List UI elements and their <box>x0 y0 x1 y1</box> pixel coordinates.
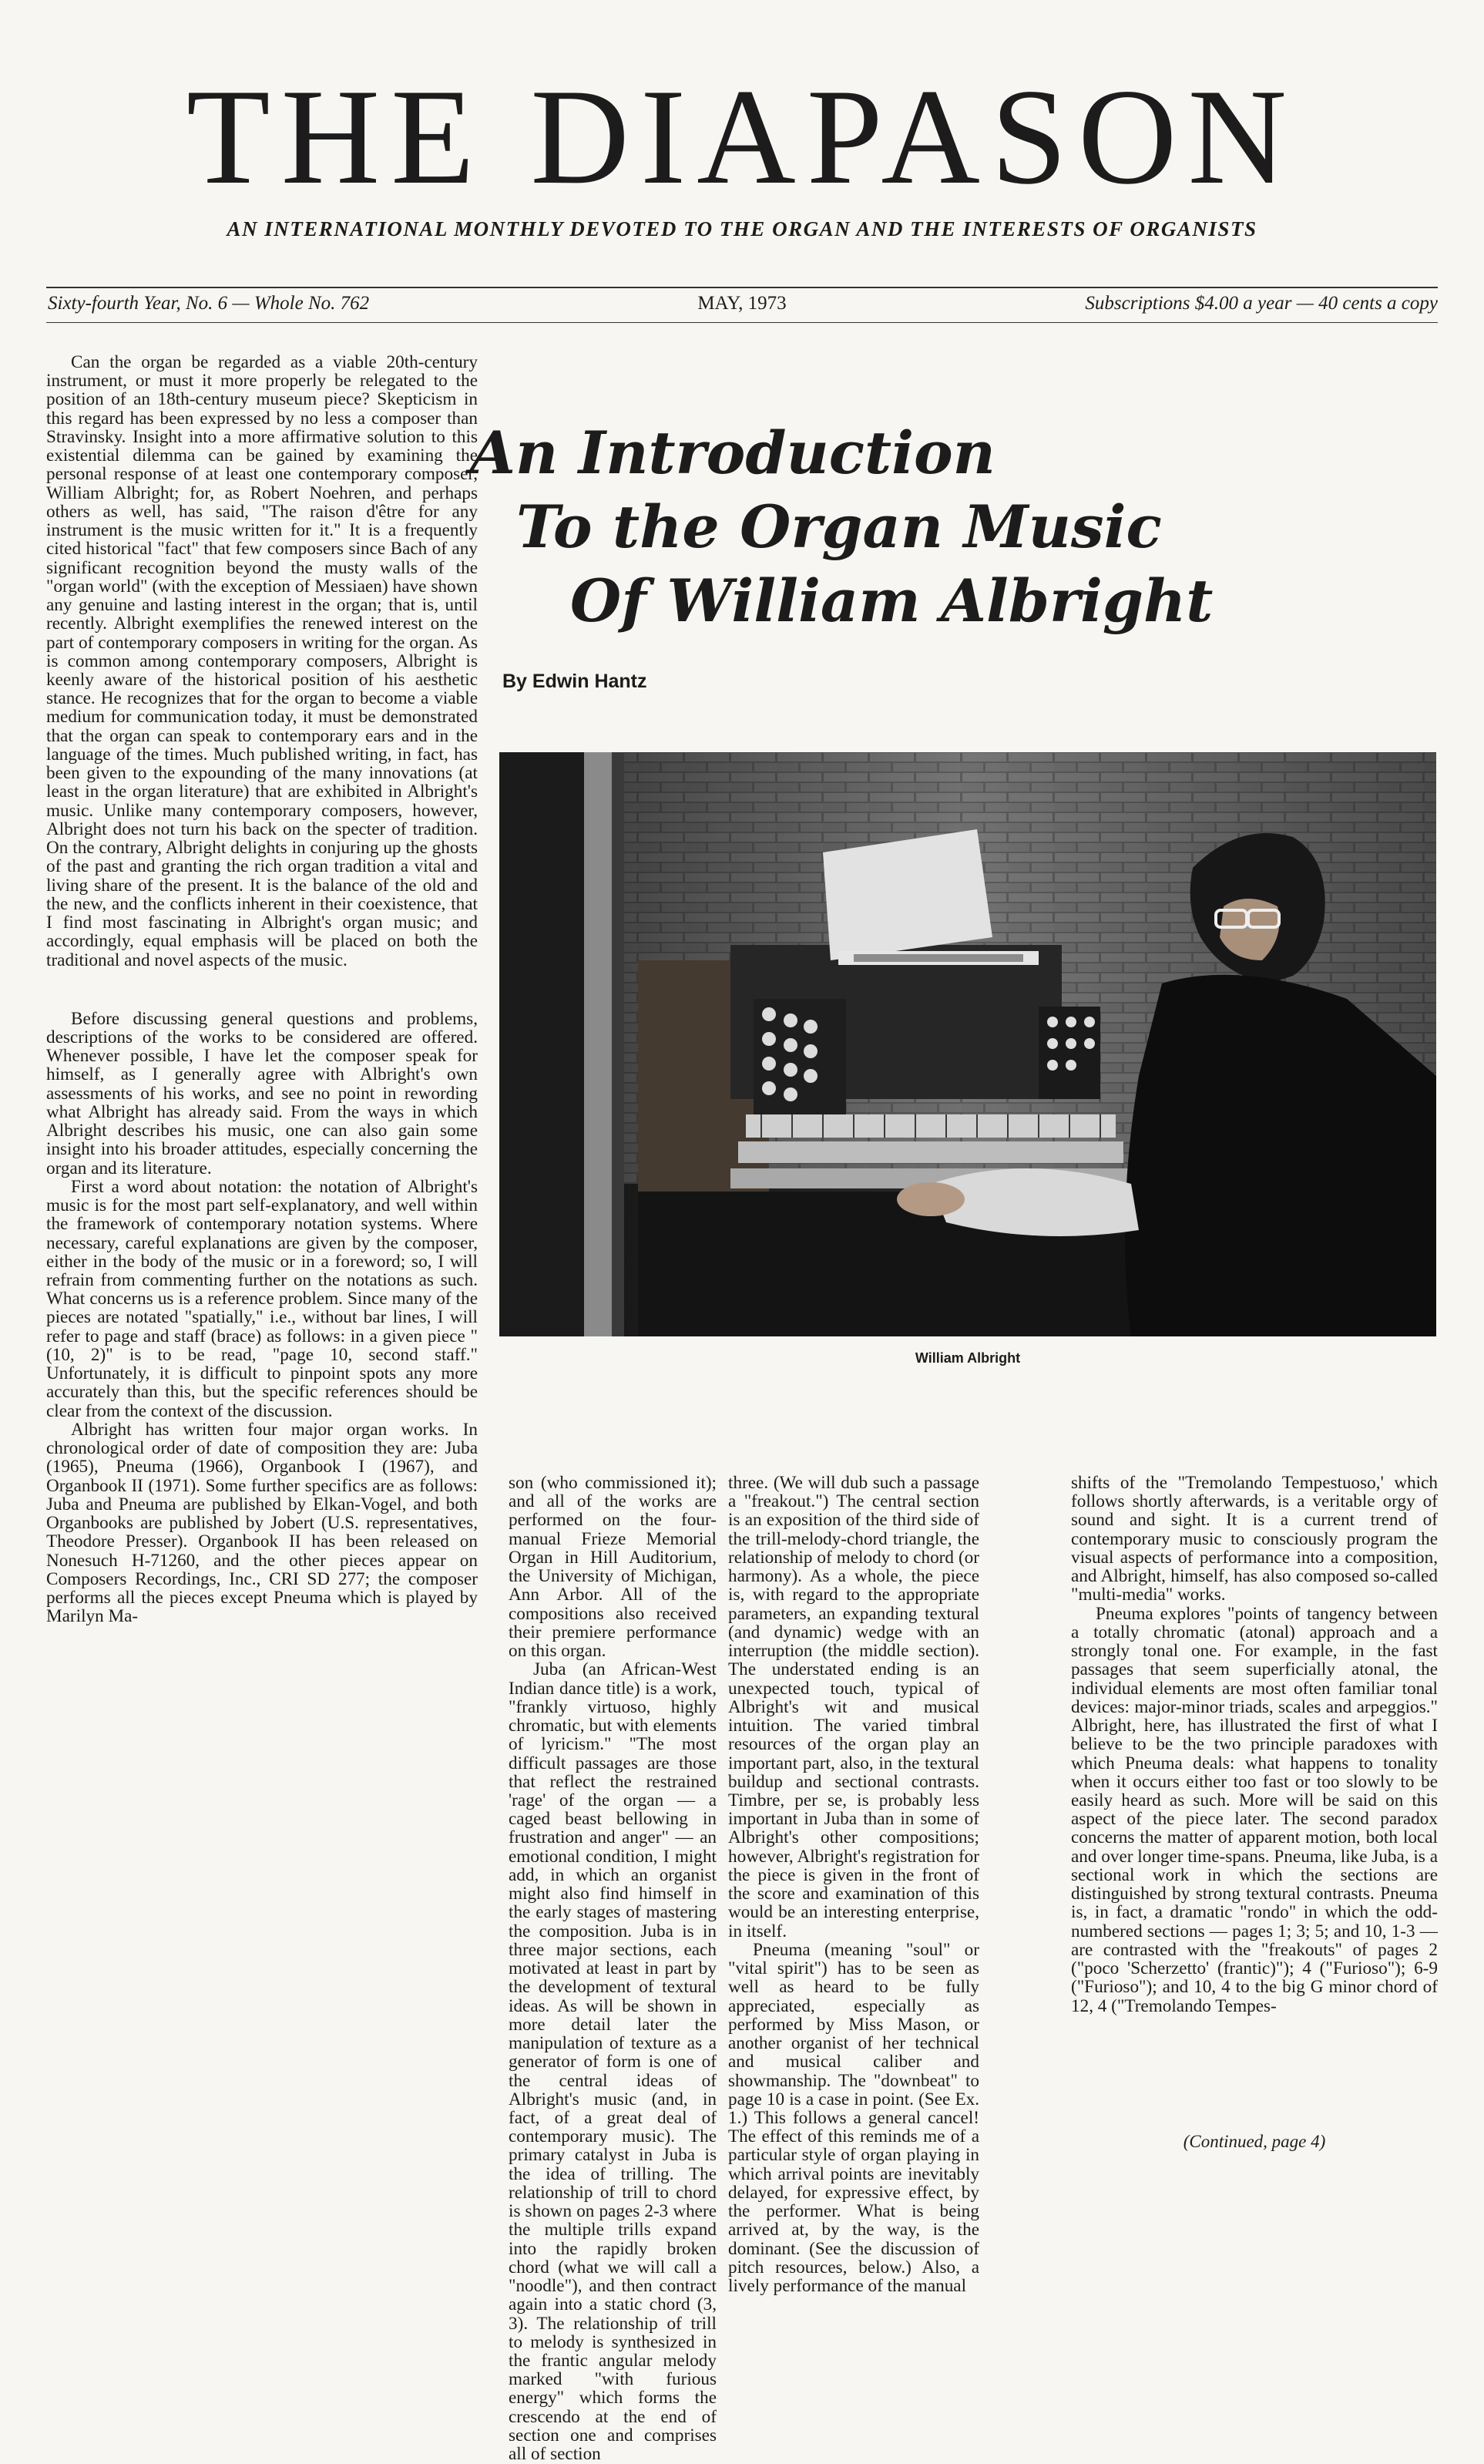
masthead-rule-top <box>46 287 1438 288</box>
article-column-left <box>46 353 478 1625</box>
article-column-2 <box>509 1474 717 2463</box>
headline-line: An Introduction <box>470 419 995 487</box>
byline: By Edwin Hantz <box>502 671 647 692</box>
organ-photo <box>499 752 1436 1336</box>
issue-date: MAY, 1973 <box>697 293 787 314</box>
article-column-4 <box>1071 1474 1438 2015</box>
article-paragraph: Pneuma (meaning "soul" or "vital spirit") has to be seen as well as heard to be fully appreciated, especially as performed by Miss Mason, or another organist of her technical and musical caliber and showmanship. The "downbeat" to page 10 is a case in point. (See Ex. 1.) This follows a general cancel! The effect of this reminds me of a particular style of organ playing in which arrival points are inevitably delayed, for expressive effect, by the performer. What is being arrived at, by the way, is the dominant. (See the discussion of pitch resources, below.) Also, a lively performance of the manual <box>728 1939 979 2297</box>
article-paragraph: three. (We will dub such a passage a "freakout.") The central section is an exposition of the third side of the trill-melody-chord triangle, the relationship of melody to chord (or harmony). As a whole, the piece is, with regard to the appropriate parameters, an expanding textural (and dynamic) wedge with an interruption (the middle section). The understated ending is an unexpected touch, typical of Albright's wit and musical intuition. The varied timbral resources of the organ play an important part, also, in the textural buildup and sectional contrasts. Timbre, per se, is probably less important in Juba than in some of Albright's other compositions; however, Albright's registration for the piece is given in the front of the score and examination of this would be an interesting enterprise, in itself. <box>728 1473 979 1941</box>
article-paragraph: shifts of the "Tremolando Tempestuoso,' which follows shortly afterwards, is a veritable orgy of sound and sight. It is a current trend of contemporary music to consciously program the visual aspects of performance into a composition, and Albright, himself, has also composed so-called "multi-media" works. <box>1071 1473 1438 1605</box>
article-paragraph: Albright has written four major organ works. In chronological order of date of composition they are: Juba (1965), Pneuma (1966), Organbook I (1967), and Organbook II (1971). Some further specifics are as follows: Juba and Pneuma are published by Elkan-Vogel, and both Organbooks are published by Jobert (U.S. representatives, Theodore Presser). Organbook II has been released on Nonesuch H-71260, and the other pieces appear on Composers Recordings, Inc., CRI SD 277; the composer performs all the pieces except Pneuma which is played by Marilyn Ma- <box>46 1419 478 1627</box>
masthead-rule-bottom <box>46 322 1438 323</box>
article-paragraph: son (who commissioned it); and all of the works are performed on the four-manual Frieze Memorial Organ in Hill Auditorium, the University of Michigan, Ann Arbor. All of the compositions also received their premiere performance on this organ. <box>509 1473 717 1662</box>
headline-line: To the Organ Music <box>516 492 1162 561</box>
masthead-title: THE DIAPASON <box>186 60 1298 213</box>
masthead-tagline: AN INTERNATIONAL MONTHLY DEVOTED TO THE ORGAN AND THE INTERESTS OF ORGANISTS <box>227 217 1257 240</box>
article-paragraph: First a word about notation: the notation of Albright's music is for the most part self-explanatory, and well within the framework of contemporary notation systems. Where necessary, careful explanations are given by the composer, either in the body of the music or in a foreword; so, I will refrain from commenting further on the notations as such. What concerns us is a reference problem. Since many of the pieces are notated "spatially," i.e., without bar lines, I will refer to page and staff (brace) as follows: in a given piece "(10, 2)" is to be read, "page 10, second staff." Unfortunately, it is difficult to pinpoint spots any more accurately than this, but the specific references should be clear from the context of the discussion. <box>46 1176 478 1421</box>
issue-subscription: Subscriptions $4.00 a year — 40 cents a copy <box>1085 293 1438 314</box>
article-paragraph: Before discussing general questions and problems, descriptions of the works to be considered are offered. Whenever possible, I have let the composer speak for himself, as I generally agree with Albright's own assessments of his works, and see no point in rewording what Albright has already said. From the ways in which Albright describes his music, one can also gain some insight into his broader attitudes, especially concerning the organ and its literature. <box>46 1008 478 1178</box>
headline <box>439 416 1456 637</box>
photo-caption: William Albright <box>915 1350 1021 1366</box>
article-paragraph: Can the organ be regarded as a viable 20th-century instrument, or must it more properly be relegated to the position of an 18th-century museum piece? Skepticism in this regard has been expressed by no less a composer than Stravinsky. Insight into a more affirmative solution to this existential dilemma can be gained by examining the personal response of at least one contemporary composer, William Albright; for, as Robert Noehren, and perhaps others as well, has said, "The raison d'être for any instrument is the music written for it." It is a frequently cited historical "fact" that few composers since Bach of any significant recognition beyond the musty walls of the "organ world" (with the exception of Messiaen) have shown any genuine and lasting interest in the organ; that is, until recently. Albright exemplifies the renewed interest on the part of contemporary composers in writing for the organ. As is common among contemporary composers, Albright is keenly aware of the historical position of his aesthetic stance. He recognizes that for the organ to become a viable medium for communication today, it must be demonstrated that the organ can speak to contemporary ears and in the language of the times. Much published writing, in fact, has been given to the expounding of the many innovations (at least in the organ literature) that are exhibited in Albright's music. Unlike many contemporary composers, however, Albright does not turn his back on the specter of tradition. On the contrary, Albright delights in conjuring up the ghosts of the past and granting the rich organ tradition a vital and living share of the present. It is the balance of the old and the new, and the conflicts inherent in their coexistence, that I find most fascinating in Albright's organ music; and accordingly, equal emphasis will be placed on both the traditional and novel aspects of the music. <box>46 352 478 970</box>
article-paragraph: Juba (an African-West Indian dance title) is a work, "frankly virtuoso, highly chromatic, but with elements of lyricism." "The most difficult passages are those that reflect the restrained 'rage' of the organ — a caged beast bellowing in frustration and anger" — an emotional condition, I might add, in which an organist might also find himself in the early stages of mastering the composition. Juba is in three major sections, each motivated at least in part by the development of textural ideas. As will be shown in more detail later the manipulation of texture as a generator of form is one of the central ideas of Albright's music (and, in fact, of a great deal of contemporary music). The primary catalyst in Juba is the idea of trilling. The relationship of trill to chord is shown on pages 2-3 where the multiple trills expand into the rapidly broken chord (what we will call a "noodle"), and then contract again into a static chord (3, 3). The relationship of trill to melody is synthesized in the frantic angular melody marked "with furious energy" which forms the crescendo at the end of section one and comprises all of section <box>509 1659 717 2464</box>
article-column-3 <box>728 1474 979 2295</box>
article-paragraph: Pneuma explores "points of tangency between a totally chromatic (atonal) approach and a strongly tonal one. For example, in the fast passages that seem superficially atonal, the individual elements are most often familiar tonal devices: major-minor triads, scales and arpeggios." Albright, here, has illustrated the first of what I believe to be the two principle paradoxes with which Pneuma deals: what happens to tonality when it occurs either too fast or too slowly to be easily heard as such. More will be said on this aspect of the piece later. The second paradox concerns the matter of apparent motion, both local and over longer time-spans. Pneuma, like Juba, is a sectional work in which the sections are distinguished by strong textural contrasts. Pneuma is, in fact, a dramatic "rondo" in which the odd-numbered sections — pages 1; 3; 5; and 10, 1-3 — are contrasted with the "freakouts" of pages 2 ("poco 'Scherzetto' (frantic)"); 4 ("Furioso"); 6-9 ("Furioso"); and 10, 4 to the big G minor chord of 12, 4 ("Tremolando Tempes- <box>1071 1603 1438 2016</box>
headline-line: Of William Albright <box>570 566 1214 635</box>
continued-notice: (Continued, page 4) <box>1183 2132 1326 2151</box>
issue-volume: Sixty-fourth Year, No. 6 — Whole No. 762 <box>48 293 370 314</box>
